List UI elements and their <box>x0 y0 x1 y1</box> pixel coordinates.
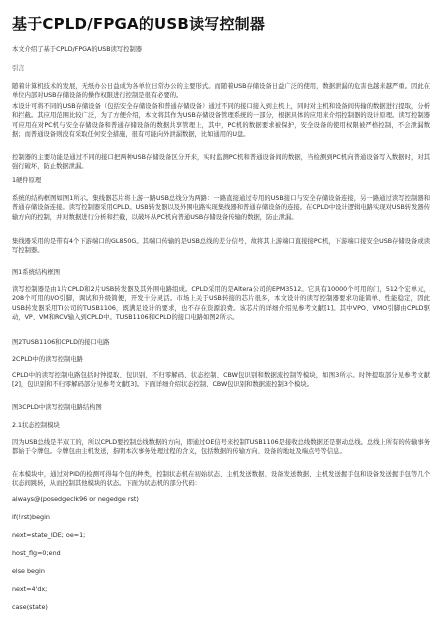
paragraph: 因为USB总线是半双工的，所以CPLD要控制总线数据的方向，即通过OE信号来控制TUSB1106是接收总线数据还是驱动总线。总线上所有的传输事务都始于令牌包。令牌包由主机发送，指明本次事务处理过程的含义，包括数据的传输方向、设备的地址及端点号等信息。 <box>12 439 430 456</box>
code-line: next=state_IDE; oe=1; <box>12 531 86 539</box>
paragraph: 读写控制器是由1片CPLD和2片USB转发器及其外围电路组成。CPLD采用的是Altera公司的EPM3512。它具有10000个可用的门，512个宏单元，208个可用的I/O引脚，调试和升级简便，开发十分灵活。市场上关于USB转接的芯片很多，本文设计的读写控制器要求功能简单、性能稳定，因此USB转发器采用TI公司的TUSB1106，既满足设计的要求，也不存在资源浪费。该芯片的详细介绍见参考文献[1]。其中VPO、VMO引脚由CPLD驱动，VP、VM和RCV输入到CPLD中。TUSB1106和CPLD的接口电路如图2所示。 <box>12 286 430 322</box>
code-line: next=4'dx; <box>12 585 48 593</box>
figure-caption: 图2TUSB1106和CPLD的接口电路 <box>12 339 110 346</box>
paragraph: 随着计算机技术的发展，无纸办公日益成为各单位日常办公的主要形式。而随着USB存储设备日益广泛的使用，数据泄漏的危害也越来越严重。因此在单位内部对USB存储设备的操作权限进行控制是很有必要的。 <box>12 83 430 100</box>
figure-caption: 图1系统结构框图 <box>12 269 61 276</box>
code-line: always@(posedgeclk96 or negedge rst) <box>12 495 139 503</box>
code-line: host_flg=0;end <box>12 549 61 557</box>
figure-caption: 图3CPLD中读写控制电路结构图 <box>12 404 102 411</box>
section-heading-hardware: 1硬件原理 <box>12 177 42 184</box>
code-line: case(state) <box>12 603 48 611</box>
paragraph: 在本模块中，通过对PID的检测可得每个包的种类，控制状态机在初始状态、主机发送数据、设备发送数据、主机发送握手包和设备发送握手包等几个状态间跳转，从而控制其他模块的状态。下面为状态机的部分代码： <box>12 471 430 488</box>
paragraph: 系统的结构框图如图1所示。集线器芯片将上游一路USB总线分为两路：一路直接通过专用的USB接口与安全存储设备连接，另一路通过读写控制器和普通存储设备连接。读写控制器采用CPLD。USB转发器以及外围电路实现集线器和普通存储设备的连接。在CPLD中设计逻辑电路实现对USB转发器传输方向的控制，并对数据进行分析和拦截，以破坏从PC机向普通USB存储设备传输的数据，防止泄漏。 <box>12 195 430 221</box>
paragraph: 集线器采用的是带有4个下游端口的GL850G。其端口传输的是USB总线的差分信号，故将其上游端口直接接PC机，下游端口接安全USB存储设备或读写控制器。 <box>12 238 430 255</box>
paragraph: 本设计可将不同的USB存储设备（包括安全存储设备和普通存储设备）通过不同的接口接入到主机上，同时对主机和设备间传输的数据进行提取，分析和拦截。其应用范围比较广泛，为了方便介绍，本文将其作为USB存储设备管理系统的一部分，根据具体的应用来介绍控制器的设计原理。读写控制器可应用在对PC机与安全存储设备和普通存储设备的数据共享管理上，其中，PC机的数据要求被保护，安全设备的使用权限被严格控制，不会泄漏数据；而普通设备则没有采取任何安全措施，很有可能向外泄漏数据，比如通用的U盘。 <box>12 103 430 139</box>
code-line: if(!rst)begin <box>12 513 50 521</box>
document-title: 基于CPLD/FPGA的USB读写控制器 <box>12 15 266 33</box>
code-line: else begin <box>12 567 45 575</box>
paragraph: CPLD中的读写控制电路包括时钟提取、包识别、不归零解码、状态控制、CBW包识别和数据流控制等模块，如图3所示。时钟提取部分见参考文献[2]，包识别和不归零解码部分见参考文献[3]。下面详细介绍状态控制、CBW包识别和数据流控制3个模块。 <box>12 372 430 389</box>
intro-text: 本文介绍了基于CPLD/FPGA的USB读写控制器 <box>12 46 143 53</box>
section-heading-state-control: 2.1状态控制模块 <box>12 422 60 429</box>
section-heading-intro: 引言 <box>12 65 25 72</box>
section-heading-cpld: 2CPLD中的读写控制电路 <box>12 356 83 363</box>
paragraph: 控制器的主要功能是通过不同的接口把两种USB存储设备区分开来，实时监测PC机和普通设备间的数据，当检测到PC机向普通设备写入数据时，对其强行破坏，防止数据泄漏。 <box>12 154 430 171</box>
